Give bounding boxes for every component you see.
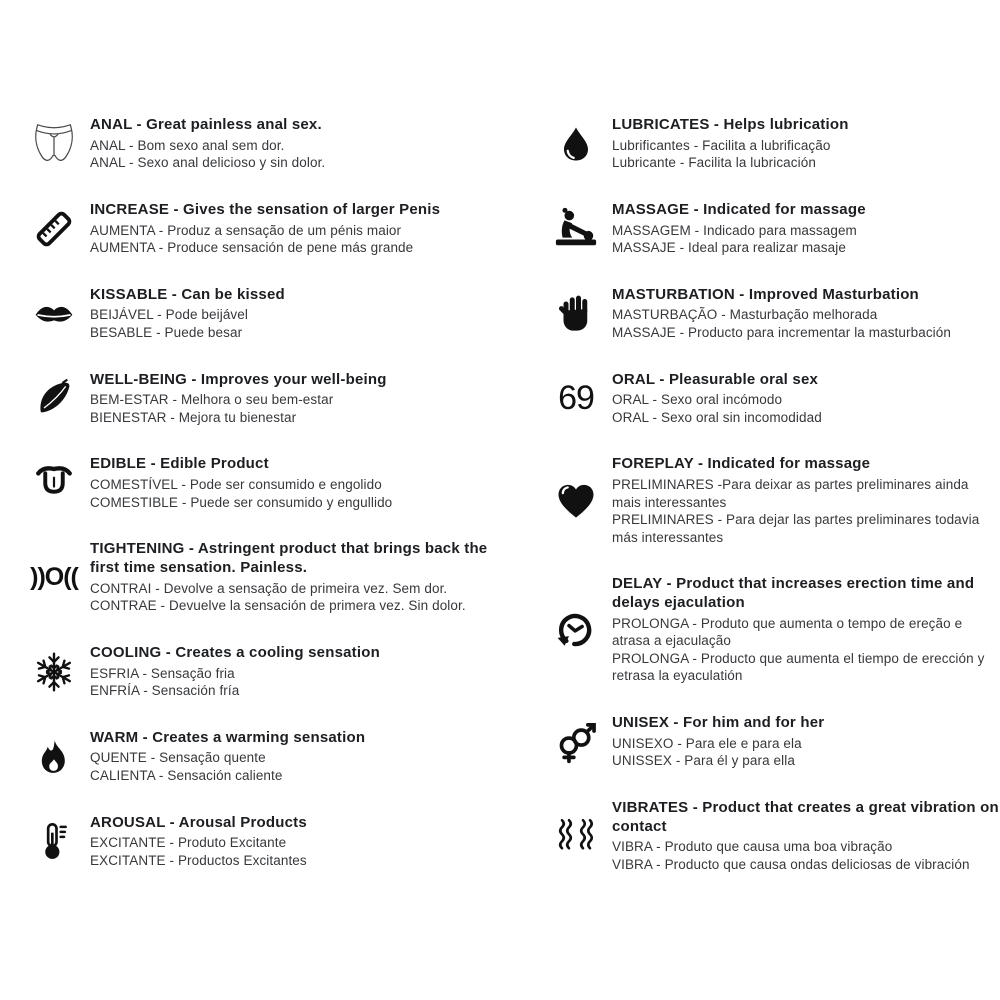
- entry-title: ORAL - Pleasurable oral sex: [612, 370, 819, 388]
- entry-line-es: BIENESTAR - Mejora tu bienestar: [90, 409, 297, 425]
- entry-title: MASTURBATION - Improved Masturbation: [612, 285, 919, 303]
- entry-line-pt: BEIJÁVEL - Pode beijável: [90, 307, 248, 323]
- legend-entry-increase: [26, 201, 498, 257]
- legend-entry-wellbeing: [26, 371, 498, 427]
- entry-line-pt: ANAL - Bom sexo anal sem dor.: [90, 137, 285, 153]
- entry-title: INCREASE - Gives the sensation of larger Penis: [90, 200, 441, 218]
- entry-title: UNISEX - For him and for her: [612, 714, 825, 731]
- entry-line-es: PRELIMINARES - Para dejar las partes preliminares todavia más interessantes: [612, 512, 980, 545]
- thermometer-icon: [26, 821, 82, 861]
- entry-line-pt: EXCITANTE - Produto Excitante: [90, 835, 287, 851]
- entry-title: DELAY - Product that increases erection time and delays ejaculation: [612, 575, 975, 612]
- entry-title: KISSABLE - Can be kissed: [90, 285, 285, 303]
- entry-line-pt: VIBRA - Produto que causa uma boa vibração: [612, 839, 893, 855]
- entry-line-es: MASSAJE - Producto para incrementar la masturbación: [612, 324, 951, 340]
- legend-entry-cooling: [26, 644, 498, 700]
- entry-title: TIGHTENING - Astringent product that brings back the first time sensation. Painless.: [90, 540, 488, 576]
- flame-icon: [26, 738, 82, 776]
- entry-line-es: MASSAJE - Ideal para realizar masaje: [612, 240, 846, 256]
- entry-line-pt: Lubrificantes - Facilita a lubrificação: [612, 137, 831, 153]
- legend-entry-massage: [548, 201, 1000, 257]
- entry-line-pt: QUENTE - Sensação quente: [90, 750, 266, 766]
- entry-line-es: CALIENTA - Sensación caliente: [90, 767, 283, 783]
- entry-line-pt: PRELIMINARES -Para deixar as partes preliminares ainda mais interessantes: [612, 477, 969, 510]
- entry-title: FOREPLAY - Indicated for massage: [612, 455, 871, 473]
- legend-entry-foreplay: [548, 455, 1000, 546]
- entry-line-pt: ORAL - Sexo oral incómodo: [612, 392, 783, 408]
- entry-title: WARM - Creates a warming sensation: [90, 728, 366, 746]
- legend-entry-arousal: [26, 814, 498, 870]
- entry-title: LUBRICATES - Helps lubrication: [612, 116, 849, 133]
- entry-title: AROUSAL - Arousal Products: [90, 813, 307, 831]
- entry-line-es: COMESTIBLE - Puede ser consumido y engullido: [90, 494, 393, 510]
- unisex-icon: [548, 720, 604, 764]
- tongue-icon: [26, 462, 82, 504]
- entry-title: VIBRATES - Product that creates a great vibration on contact: [612, 798, 999, 835]
- entry-title: EDIBLE - Edible Product: [90, 455, 269, 473]
- entry-line-es: ENFRÍA - Sensación fría: [90, 683, 240, 699]
- legend-entry-vibrates: [548, 799, 1000, 874]
- entry-line-pt: AUMENTA - Produz a sensação de um pénis maior: [90, 222, 402, 238]
- entry-line-pt: ESFRIA - Sensação fria: [90, 665, 235, 681]
- entry-line-pt: UNISEXO - Para ele e para ela: [612, 735, 802, 751]
- hand-icon: [548, 294, 604, 334]
- massage-icon: [548, 206, 604, 252]
- legend-entry-delay: [548, 575, 1000, 685]
- lips-icon: [26, 292, 82, 336]
- legend-entry-unisex: [548, 714, 1000, 770]
- heart-icon: [548, 480, 604, 522]
- entry-line-es: Lubricante - Facilita la lubricación: [612, 155, 816, 171]
- entry-title: WELL-BEING - Improves your well-being: [90, 370, 387, 388]
- droplet-icon: [548, 124, 604, 164]
- entry-line-pt: BEM-ESTAR - Melhora o seu bem-estar: [90, 392, 334, 408]
- entry-line-es: EXCITANTE - Productos Excitantes: [90, 852, 307, 868]
- legend-entry-masturbation: [548, 286, 1000, 342]
- sixty-nine-icon: 69: [558, 378, 594, 417]
- legend-entry-tightening: [26, 540, 498, 615]
- legend-entry-lubricates: [548, 116, 1000, 172]
- entry-line-es: ORAL - Sexo oral sin incomodidad: [612, 409, 822, 425]
- legend-entry-kissable: [26, 286, 498, 342]
- entry-line-es: BESABLE - Puede besar: [90, 324, 243, 340]
- entry-line-es: AUMENTA - Produce sensación de pene más grande: [90, 240, 414, 256]
- ruler-icon: [26, 206, 82, 252]
- vibration-icon: [548, 816, 604, 856]
- buttocks-icon: [26, 119, 82, 169]
- entry-line-pt: COMESTÍVEL - Pode ser consumido e engolido: [90, 477, 382, 493]
- legend-entry-edible: [26, 455, 498, 511]
- entry-line-es: VIBRA - Producto que causa ondas deliciosas de vibración: [612, 856, 970, 872]
- legend-column-left: [26, 116, 498, 869]
- entry-line-pt: MASTURBAÇÃO - Masturbação melhorada: [612, 307, 878, 323]
- contraction-icon: ))O((: [30, 563, 78, 592]
- legend-entry-anal: [26, 116, 498, 172]
- entry-line-es: PROLONGA - Producto que aumenta el tiempo de erección y retrasa la eyaculatión: [612, 650, 985, 684]
- feather-icon: [26, 378, 82, 418]
- entry-line-pt: CONTRAI - Devolve a sensação de primeira vez. Sem dor.: [90, 580, 448, 596]
- entry-title: MASSAGE - Indicated for massage: [612, 200, 866, 218]
- entry-line-pt: PROLONGA - Produto que aumenta o tempo de ereção e atrasa a ejaculação: [612, 615, 963, 649]
- entry-line-es: UNISSEX - Para él y para ella: [612, 753, 795, 769]
- entry-title: ANAL - Great painless anal sex.: [90, 116, 322, 133]
- entry-line-es: ANAL - Sexo anal delicioso y sin dolor.: [90, 155, 326, 171]
- entry-line-es: CONTRAE - Devuelve la sensación de primera vez. Sin dolor.: [90, 598, 466, 614]
- entry-line-pt: MASSAGEM - Indicado para massagem: [612, 222, 857, 238]
- legend-entry-warm: [26, 729, 498, 785]
- legend-entry-oral: [548, 371, 1000, 427]
- legend-column-right: [548, 116, 1000, 873]
- delay-clock-icon: [548, 609, 604, 651]
- snowflake-icon: [26, 650, 82, 694]
- entry-title: COOLING - Creates a cooling sensation: [90, 643, 380, 661]
